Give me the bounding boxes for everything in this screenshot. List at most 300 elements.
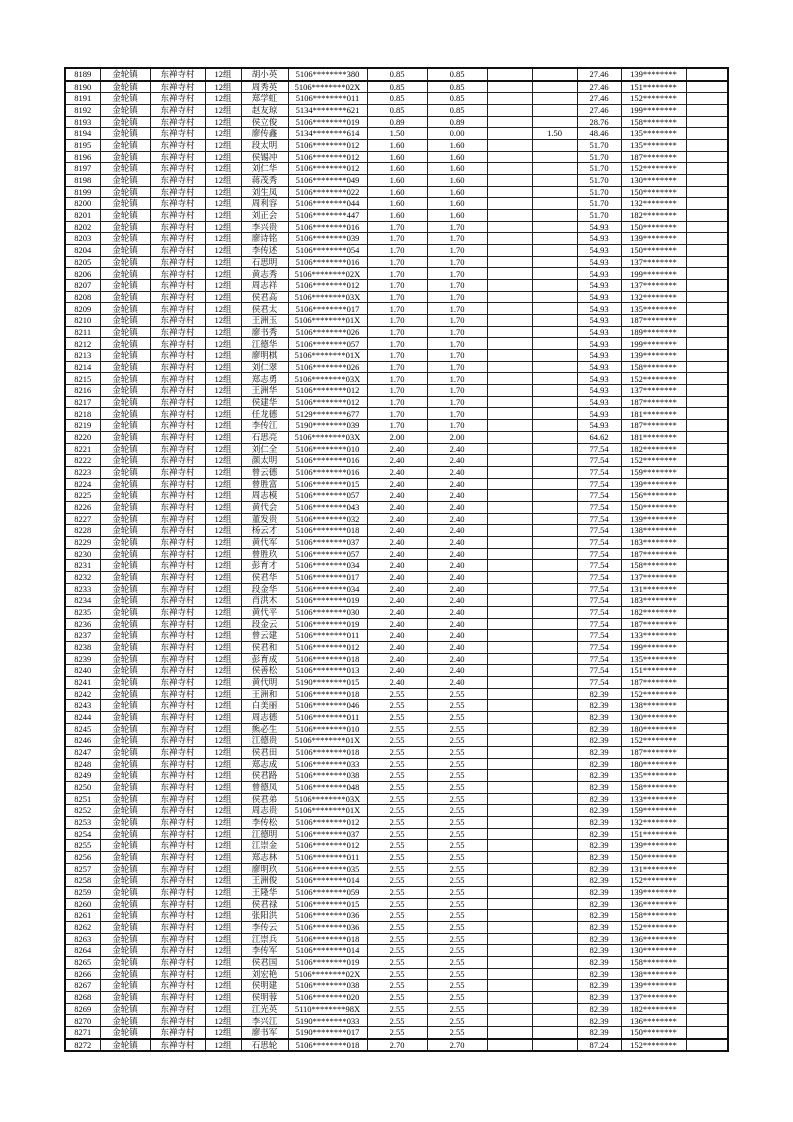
table-row xyxy=(65,817,728,829)
table-row xyxy=(65,560,728,572)
cell-area-paid: 2.55 xyxy=(427,746,487,758)
cell-phone: 136******** xyxy=(621,898,686,910)
cell-area-paid: 2.40 xyxy=(427,478,487,490)
cell-blank-a xyxy=(487,420,532,432)
cell-id-number: 5106********447 xyxy=(288,210,367,222)
cell-subsidy-amount: 82.39 xyxy=(577,1015,621,1027)
cell-phone: 180******** xyxy=(621,723,686,735)
cell-row-id: 8219 xyxy=(65,420,100,432)
cell-subsidy-amount: 82.39 xyxy=(577,828,621,840)
cell-id-number: 5106********03X xyxy=(288,793,367,805)
cell-area-approved: 2.00 xyxy=(367,431,427,443)
cell-blank-a xyxy=(487,68,532,81)
table-row xyxy=(65,770,728,782)
table-row xyxy=(65,723,728,735)
cell-town: 金轮镇 xyxy=(100,68,150,81)
cell-adjust-amount xyxy=(532,945,577,957)
cell-id-number: 5106********03X xyxy=(288,373,367,385)
cell-subsidy-amount: 77.54 xyxy=(577,513,621,525)
cell-blank-a xyxy=(487,233,532,245)
cell-town: 金轮镇 xyxy=(100,910,150,922)
cell-village: 东禅寺村 xyxy=(150,781,205,793)
cell-blank-a xyxy=(487,221,532,233)
cell-blank-b xyxy=(686,711,728,723)
cell-town: 金轮镇 xyxy=(100,105,150,117)
table-row xyxy=(65,68,728,81)
cell-id-number: 5106********034 xyxy=(288,583,367,595)
cell-subsidy-amount: 54.93 xyxy=(577,326,621,338)
table-row xyxy=(65,641,728,653)
cell-group: 12组 xyxy=(205,723,241,735)
cell-id-number: 5110********98X xyxy=(288,1003,367,1015)
cell-adjust-amount xyxy=(532,245,577,257)
cell-area-approved: 2.40 xyxy=(367,618,427,630)
cell-phone: 135******** xyxy=(621,770,686,782)
cell-phone: 158******** xyxy=(621,361,686,373)
cell-blank-a xyxy=(487,898,532,910)
cell-id-number: 5106********019 xyxy=(288,957,367,969)
cell-phone: 150******** xyxy=(621,221,686,233)
cell-town: 金轮镇 xyxy=(100,945,150,957)
cell-blank-a xyxy=(487,198,532,210)
cell-town: 金轮镇 xyxy=(100,571,150,583)
cell-group: 12组 xyxy=(205,210,241,222)
cell-area-approved: 2.70 xyxy=(367,1039,427,1052)
cell-group: 12组 xyxy=(205,408,241,420)
cell-phone: 183******** xyxy=(621,536,686,548)
cell-row-id: 8235 xyxy=(65,606,100,618)
cell-town: 金轮镇 xyxy=(100,630,150,642)
cell-blank-a xyxy=(487,992,532,1004)
cell-subsidy-amount: 77.54 xyxy=(577,618,621,630)
cell-row-id: 8191 xyxy=(65,93,100,105)
cell-blank-b xyxy=(686,315,728,327)
cell-blank-a xyxy=(487,151,532,163)
cell-id-number: 5106********018 xyxy=(288,525,367,537)
cell-area-approved: 2.55 xyxy=(367,688,427,700)
cell-adjust-amount xyxy=(532,396,577,408)
cell-subsidy-amount: 54.93 xyxy=(577,303,621,315)
cell-phone: 139******** xyxy=(621,68,686,81)
cell-town: 金轮镇 xyxy=(100,198,150,210)
cell-subsidy-amount: 51.70 xyxy=(577,163,621,175)
cell-town: 金轮镇 xyxy=(100,81,150,93)
cell-row-id: 8259 xyxy=(65,887,100,899)
table-row xyxy=(65,968,728,980)
table-row xyxy=(65,303,728,315)
cell-group: 12组 xyxy=(205,1027,241,1039)
table-row xyxy=(65,163,728,175)
cell-row-id: 8243 xyxy=(65,700,100,712)
cell-group: 12组 xyxy=(205,560,241,572)
cell-id-number: 5106********01X xyxy=(288,315,367,327)
cell-group: 12组 xyxy=(205,198,241,210)
cell-town: 金轮镇 xyxy=(100,723,150,735)
cell-adjust-amount xyxy=(532,898,577,910)
cell-phone: 135******** xyxy=(621,140,686,152)
cell-group: 12组 xyxy=(205,361,241,373)
table-row xyxy=(65,315,728,327)
cell-area-paid: 0.85 xyxy=(427,105,487,117)
cell-phone: 152******** xyxy=(621,735,686,747)
cell-area-paid: 2.55 xyxy=(427,723,487,735)
cell-phone: 137******** xyxy=(621,280,686,292)
cell-town: 金轮镇 xyxy=(100,980,150,992)
cell-subsidy-amount: 82.39 xyxy=(577,723,621,735)
cell-group: 12组 xyxy=(205,700,241,712)
cell-village: 东禅寺村 xyxy=(150,560,205,572)
cell-name: 刘仁华 xyxy=(241,163,288,175)
cell-phone: 182******** xyxy=(621,443,686,455)
cell-row-id: 8205 xyxy=(65,256,100,268)
cell-group: 12组 xyxy=(205,1039,241,1052)
cell-row-id: 8240 xyxy=(65,665,100,677)
cell-village: 东禅寺村 xyxy=(150,525,205,537)
cell-name: 侯君国 xyxy=(241,957,288,969)
table-row xyxy=(65,1039,728,1052)
cell-subsidy-amount: 27.46 xyxy=(577,105,621,117)
cell-area-approved: 2.40 xyxy=(367,665,427,677)
cell-village: 东禅寺村 xyxy=(150,653,205,665)
cell-town: 金轮镇 xyxy=(100,653,150,665)
cell-group: 12组 xyxy=(205,455,241,467)
cell-row-id: 8216 xyxy=(65,385,100,397)
cell-group: 12组 xyxy=(205,268,241,280)
cell-name: 江光英 xyxy=(241,1003,288,1015)
cell-id-number: 5106********036 xyxy=(288,910,367,922)
cell-id-number: 5106********01X xyxy=(288,735,367,747)
cell-blank-a xyxy=(487,910,532,922)
table-row xyxy=(65,420,728,432)
cell-name: 王隆华 xyxy=(241,887,288,899)
cell-town: 金轮镇 xyxy=(100,840,150,852)
cell-group: 12组 xyxy=(205,513,241,525)
cell-name: 周志德 xyxy=(241,711,288,723)
table-row xyxy=(65,501,728,513)
cell-id-number: 5106********048 xyxy=(288,781,367,793)
table-row xyxy=(65,793,728,805)
cell-adjust-amount xyxy=(532,303,577,315)
cell-blank-b xyxy=(686,840,728,852)
cell-town: 金轮镇 xyxy=(100,560,150,572)
cell-row-id: 8253 xyxy=(65,817,100,829)
cell-area-paid: 2.40 xyxy=(427,583,487,595)
cell-town: 金轮镇 xyxy=(100,700,150,712)
cell-id-number: 5106********044 xyxy=(288,198,367,210)
cell-id-number: 5190********015 xyxy=(288,676,367,688)
cell-blank-b xyxy=(686,210,728,222)
cell-adjust-amount xyxy=(532,536,577,548)
cell-id-number: 5106********012 xyxy=(288,385,367,397)
cell-row-id: 8239 xyxy=(65,653,100,665)
cell-group: 12组 xyxy=(205,1015,241,1027)
cell-adjust-amount xyxy=(532,711,577,723)
cell-blank-b xyxy=(686,933,728,945)
cell-area-approved: 2.40 xyxy=(367,595,427,607)
cell-area-paid: 2.55 xyxy=(427,922,487,934)
cell-name: 王洲玉 xyxy=(241,315,288,327)
cell-area-approved: 2.55 xyxy=(367,887,427,899)
cell-village: 东禅寺村 xyxy=(150,116,205,128)
cell-group: 12组 xyxy=(205,536,241,548)
table-row xyxy=(65,980,728,992)
cell-subsidy-amount: 54.93 xyxy=(577,221,621,233)
cell-area-paid: 1.60 xyxy=(427,210,487,222)
cell-blank-b xyxy=(686,256,728,268)
cell-phone: 187******** xyxy=(621,315,686,327)
cell-area-paid: 1.70 xyxy=(427,350,487,362)
cell-area-paid: 2.55 xyxy=(427,863,487,875)
cell-area-approved: 2.40 xyxy=(367,455,427,467)
cell-village: 东禅寺村 xyxy=(150,315,205,327)
cell-area-approved: 2.40 xyxy=(367,490,427,502)
cell-subsidy-amount: 82.39 xyxy=(577,863,621,875)
table-row xyxy=(65,198,728,210)
cell-row-id: 8217 xyxy=(65,396,100,408)
cell-area-approved: 0.85 xyxy=(367,93,427,105)
cell-name: 石思亮 xyxy=(241,431,288,443)
cell-town: 金轮镇 xyxy=(100,548,150,560)
cell-area-paid: 2.55 xyxy=(427,957,487,969)
cell-id-number: 5106********015 xyxy=(288,478,367,490)
cell-subsidy-amount: 54.93 xyxy=(577,396,621,408)
table-row xyxy=(65,128,728,140)
cell-phone: 187******** xyxy=(621,746,686,758)
cell-adjust-amount xyxy=(532,1003,577,1015)
cell-blank-a xyxy=(487,746,532,758)
cell-area-paid: 2.55 xyxy=(427,933,487,945)
cell-adjust-amount xyxy=(532,93,577,105)
cell-area-paid: 1.70 xyxy=(427,373,487,385)
cell-area-paid: 2.40 xyxy=(427,606,487,618)
table-row xyxy=(65,571,728,583)
cell-area-paid: 0.85 xyxy=(427,68,487,81)
cell-area-approved: 2.55 xyxy=(367,852,427,864)
cell-blank-b xyxy=(686,910,728,922)
cell-adjust-amount xyxy=(532,350,577,362)
cell-id-number: 5106********054 xyxy=(288,245,367,257)
cell-town: 金轮镇 xyxy=(100,618,150,630)
cell-name: 侯君华 xyxy=(241,571,288,583)
cell-id-number: 5106********037 xyxy=(288,828,367,840)
cell-name: 李兴贵 xyxy=(241,221,288,233)
cell-blank-a xyxy=(487,595,532,607)
cell-adjust-amount xyxy=(532,513,577,525)
cell-village: 东禅寺村 xyxy=(150,618,205,630)
cell-area-paid: 1.70 xyxy=(427,385,487,397)
cell-group: 12组 xyxy=(205,571,241,583)
cell-village: 东禅寺村 xyxy=(150,385,205,397)
cell-row-id: 8218 xyxy=(65,408,100,420)
cell-group: 12组 xyxy=(205,81,241,93)
cell-phone: 150******** xyxy=(621,501,686,513)
cell-blank-a xyxy=(487,303,532,315)
cell-group: 12组 xyxy=(205,525,241,537)
cell-blank-a xyxy=(487,455,532,467)
cell-blank-b xyxy=(686,630,728,642)
cell-row-id: 8225 xyxy=(65,490,100,502)
table-row xyxy=(65,373,728,385)
cell-row-id: 8228 xyxy=(65,525,100,537)
cell-town: 金轮镇 xyxy=(100,291,150,303)
cell-name: 李兴江 xyxy=(241,1015,288,1027)
cell-name: 彭育成 xyxy=(241,653,288,665)
cell-blank-b xyxy=(686,676,728,688)
cell-phone: 130******** xyxy=(621,945,686,957)
cell-area-paid: 2.40 xyxy=(427,548,487,560)
cell-subsidy-amount: 77.54 xyxy=(577,676,621,688)
cell-town: 金轮镇 xyxy=(100,431,150,443)
cell-blank-a xyxy=(487,828,532,840)
cell-row-id: 8261 xyxy=(65,910,100,922)
cell-adjust-amount xyxy=(532,560,577,572)
cell-town: 金轮镇 xyxy=(100,711,150,723)
cell-name: 颜太明 xyxy=(241,455,288,467)
cell-row-id: 8208 xyxy=(65,291,100,303)
cell-blank-a xyxy=(487,980,532,992)
cell-group: 12组 xyxy=(205,758,241,770)
cell-blank-b xyxy=(686,968,728,980)
cell-name: 董发贵 xyxy=(241,513,288,525)
cell-village: 东禅寺村 xyxy=(150,980,205,992)
cell-area-paid: 0.85 xyxy=(427,81,487,93)
cell-area-paid: 1.70 xyxy=(427,396,487,408)
cell-id-number: 5106********046 xyxy=(288,700,367,712)
cell-id-number: 5106********02X xyxy=(288,81,367,93)
cell-village: 东禅寺村 xyxy=(150,175,205,187)
cell-blank-b xyxy=(686,665,728,677)
cell-row-id: 8236 xyxy=(65,618,100,630)
cell-row-id: 8189 xyxy=(65,68,100,81)
cell-adjust-amount xyxy=(532,781,577,793)
cell-subsidy-amount: 28.76 xyxy=(577,116,621,128)
cell-group: 12组 xyxy=(205,641,241,653)
cell-adjust-amount xyxy=(532,198,577,210)
cell-area-paid: 2.40 xyxy=(427,560,487,572)
cell-phone: 152******** xyxy=(621,93,686,105)
cell-row-id: 8211 xyxy=(65,326,100,338)
cell-blank-b xyxy=(686,793,728,805)
cell-name: 石思轮 xyxy=(241,1039,288,1052)
cell-phone: 183******** xyxy=(621,595,686,607)
cell-subsidy-amount: 82.39 xyxy=(577,945,621,957)
cell-phone: 138******** xyxy=(621,968,686,980)
cell-phone: 150******** xyxy=(621,852,686,864)
cell-blank-b xyxy=(686,233,728,245)
cell-blank-a xyxy=(487,805,532,817)
cell-blank-a xyxy=(487,443,532,455)
cell-area-paid: 2.00 xyxy=(427,431,487,443)
cell-adjust-amount xyxy=(532,548,577,560)
table-row xyxy=(65,606,728,618)
cell-area-paid: 1.70 xyxy=(427,420,487,432)
cell-row-id: 8237 xyxy=(65,630,100,642)
cell-subsidy-amount: 77.54 xyxy=(577,571,621,583)
cell-row-id: 8229 xyxy=(65,536,100,548)
cell-phone: 187******** xyxy=(621,396,686,408)
cell-row-id: 8250 xyxy=(65,781,100,793)
cell-subsidy-amount: 27.46 xyxy=(577,68,621,81)
cell-subsidy-amount: 82.39 xyxy=(577,770,621,782)
cell-subsidy-amount: 77.54 xyxy=(577,525,621,537)
cell-blank-a xyxy=(487,431,532,443)
cell-area-paid: 2.40 xyxy=(427,455,487,467)
cell-blank-b xyxy=(686,513,728,525)
cell-id-number: 5106********032 xyxy=(288,513,367,525)
cell-area-paid: 2.40 xyxy=(427,490,487,502)
cell-group: 12组 xyxy=(205,735,241,747)
cell-phone: 135******** xyxy=(621,128,686,140)
cell-blank-a xyxy=(487,630,532,642)
cell-subsidy-amount: 54.93 xyxy=(577,373,621,385)
cell-row-id: 8246 xyxy=(65,735,100,747)
cell-name: 刘生凤 xyxy=(241,186,288,198)
cell-id-number: 5106********018 xyxy=(288,688,367,700)
cell-blank-a xyxy=(487,735,532,747)
cell-blank-b xyxy=(686,700,728,712)
cell-subsidy-amount: 77.54 xyxy=(577,501,621,513)
cell-area-paid: 1.70 xyxy=(427,221,487,233)
cell-town: 金轮镇 xyxy=(100,665,150,677)
cell-group: 12组 xyxy=(205,128,241,140)
cell-row-id: 8198 xyxy=(65,175,100,187)
cell-id-number: 5106********030 xyxy=(288,606,367,618)
table-row xyxy=(65,1027,728,1039)
cell-blank-a xyxy=(487,140,532,152)
table-row xyxy=(65,945,728,957)
cell-id-number: 5106********03X xyxy=(288,291,367,303)
cell-village: 东禅寺村 xyxy=(150,128,205,140)
table-row xyxy=(65,992,728,1004)
cell-adjust-amount xyxy=(532,933,577,945)
cell-town: 金轮镇 xyxy=(100,140,150,152)
cell-blank-a xyxy=(487,175,532,187)
cell-area-approved: 1.70 xyxy=(367,396,427,408)
cell-area-approved: 1.60 xyxy=(367,163,427,175)
cell-phone: 132******** xyxy=(621,291,686,303)
cell-village: 东禅寺村 xyxy=(150,443,205,455)
cell-blank-b xyxy=(686,68,728,81)
cell-row-id: 8227 xyxy=(65,513,100,525)
cell-blank-b xyxy=(686,373,728,385)
cell-area-approved: 2.55 xyxy=(367,700,427,712)
table-row xyxy=(65,513,728,525)
cell-town: 金轮镇 xyxy=(100,933,150,945)
cell-blank-a xyxy=(487,1027,532,1039)
cell-subsidy-amount: 87.24 xyxy=(577,1039,621,1052)
cell-name: 李传松 xyxy=(241,817,288,829)
cell-blank-a xyxy=(487,781,532,793)
cell-group: 12组 xyxy=(205,840,241,852)
cell-name: 侯锡冲 xyxy=(241,151,288,163)
cell-town: 金轮镇 xyxy=(100,852,150,864)
table-row xyxy=(65,175,728,187)
cell-blank-a xyxy=(487,525,532,537)
cell-id-number: 5190********039 xyxy=(288,420,367,432)
cell-name: 段金云 xyxy=(241,618,288,630)
cell-phone: 132******** xyxy=(621,817,686,829)
cell-id-number: 5106********043 xyxy=(288,501,367,513)
cell-blank-b xyxy=(686,957,728,969)
cell-phone: 133******** xyxy=(621,793,686,805)
cell-blank-b xyxy=(686,326,728,338)
table-row xyxy=(65,466,728,478)
cell-blank-b xyxy=(686,338,728,350)
cell-blank-b xyxy=(686,805,728,817)
cell-blank-b xyxy=(686,1015,728,1027)
cell-phone: 182******** xyxy=(621,1003,686,1015)
cell-blank-a xyxy=(487,280,532,292)
